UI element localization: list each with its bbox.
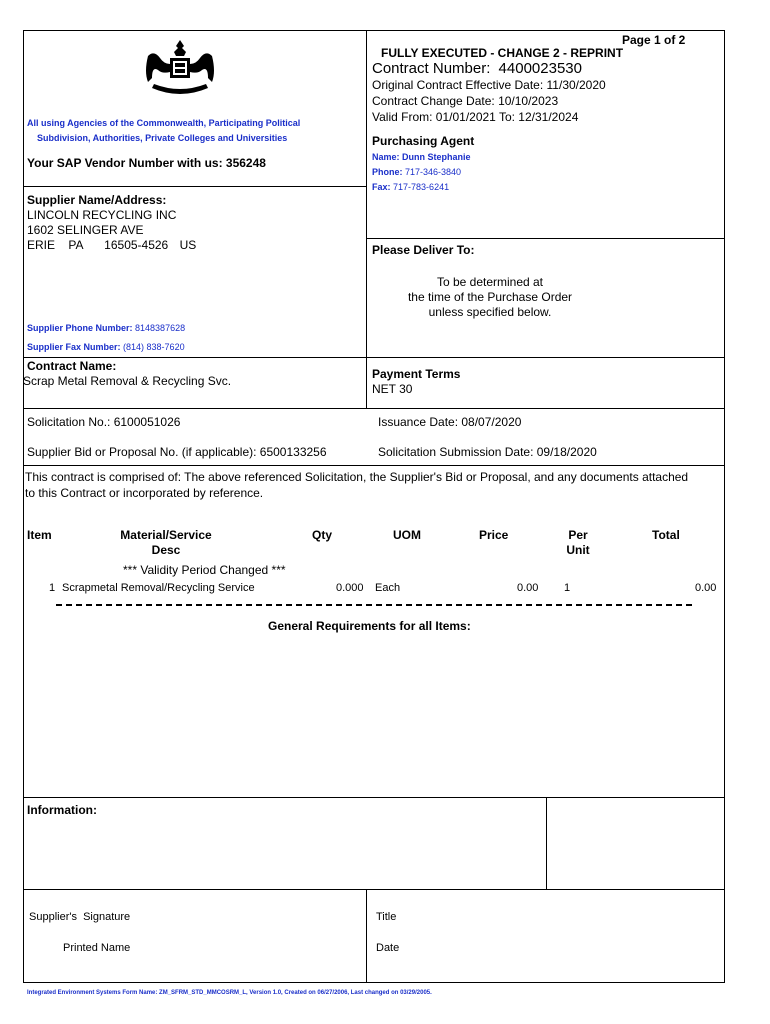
agent-phone-label: Phone: (372, 167, 403, 177)
bottom-border (23, 982, 725, 983)
col-qty: Qty (312, 528, 333, 542)
supplier-phone (27, 323, 185, 333)
agent-fax (372, 182, 449, 192)
change-date: Contract Change Date: 10/10/2023 (372, 94, 559, 108)
left-border (23, 30, 24, 983)
supplier-name: LINCOLN RECYCLING INC (27, 208, 177, 222)
submission-date: Solicitation Submission Date: 09/18/2020 (378, 445, 597, 459)
supplier-city-line (27, 238, 196, 252)
agent-phone (372, 167, 461, 177)
row-price: 0.00 (517, 582, 539, 594)
deliver-line2: the time of the Purchase Order (407, 290, 573, 304)
agent-phone-value: 717-346-3840 (405, 167, 462, 177)
col-material (118, 528, 214, 558)
deliver-line3: unless specified below. (428, 305, 552, 319)
commonwealth-seal-icon (140, 36, 220, 96)
col-material-line1: Material/Service (120, 528, 212, 542)
supplier-zip: 16505-4526 (104, 238, 169, 252)
info-divider (546, 797, 547, 890)
divider-signature (23, 889, 725, 890)
supplier-phone-label: Supplier Phone Number: (27, 323, 133, 333)
dashed-separator (56, 604, 692, 606)
row-item: 1 (49, 582, 56, 594)
solicitation-number: Solicitation No.: 6100051026 (27, 415, 181, 429)
divider-contract (23, 357, 725, 358)
supplier-city: ERIE (27, 238, 56, 252)
col-material-line2: Desc (151, 543, 181, 557)
row-per: 1 (564, 582, 571, 594)
contract-number: 4400023530 (498, 60, 582, 77)
page-number: Page 1 of 2 (622, 33, 686, 47)
divider-vendor (23, 186, 367, 187)
contract-name: Scrap Metal Removal & Recycling Svc. (23, 374, 232, 388)
comprised-line1: This contract is comprised of: The above referenced Solicitation, the Supplier's Bid or Proposal, and any documents attached (25, 470, 689, 484)
executed-status: FULLY EXECUTED - CHANGE 2 - REPRINT (381, 46, 624, 60)
contract-name-label: Contract Name: (27, 359, 117, 373)
deliver-line1: To be determined at (436, 275, 544, 289)
col-total: Total (652, 528, 680, 542)
title-label: Title (376, 911, 397, 923)
agencies-line2: Subdivision, Authorities, Private Colleges and Universities (37, 133, 288, 143)
information-label: Information: (27, 803, 97, 817)
col-price: Price (479, 528, 509, 542)
bid-number: Supplier Bid or Proposal No. (if applicable): 6500133256 (27, 445, 327, 459)
row-uom: Each (375, 582, 401, 594)
top-border (23, 30, 725, 31)
comprised-line2: to this Contract or incorporated by reference. (25, 486, 264, 500)
date-label: Date (376, 942, 400, 954)
center-divider-top (366, 30, 367, 408)
valid-dates: Valid From: 01/01/2021 To: 12/31/2024 (372, 110, 579, 124)
supplier-street: 1602 SELINGER AVE (27, 223, 144, 237)
payment-heading: Payment Terms (372, 367, 461, 381)
divider-agent-bottom (366, 238, 725, 239)
validity-note: *** Validity Period Changed *** (123, 563, 286, 577)
supplier-country: US (179, 238, 197, 252)
table-row (0, 582, 770, 598)
divider-solicitation (23, 408, 725, 409)
supplier-fax-value: (814) 838-7620 (123, 342, 185, 352)
col-unit: Unit (566, 543, 590, 557)
supplier-heading: Supplier Name/Address: (27, 193, 167, 207)
supplier-phone-value: 8148387628 (135, 323, 186, 333)
agent-fax-label: Fax: (372, 182, 391, 192)
col-item: Item (27, 528, 52, 542)
deliver-heading: Please Deliver To: (372, 243, 475, 257)
col-per-unit (561, 528, 595, 558)
divider-comprised (23, 465, 725, 466)
issuance-date: Issuance Date: 08/07/2020 (378, 415, 522, 429)
supplier-fax-label: Supplier Fax Number: (27, 342, 121, 352)
row-total: 0.00 (695, 582, 717, 594)
right-border (724, 30, 725, 983)
col-per: Per (568, 528, 588, 542)
signature-divider (366, 889, 367, 982)
row-desc: Scrapmetal Removal/Recycling Service (62, 582, 255, 594)
supplier-state: PA (68, 238, 83, 252)
divider-information (23, 797, 725, 798)
agent-name-label: Name: (372, 152, 400, 162)
agent-name (372, 152, 471, 162)
agencies-line1: All using Agencies of the Commonwealth, Participating Political (27, 118, 301, 128)
col-uom: UOM (393, 528, 421, 542)
deliver-text (366, 275, 614, 320)
supplier-signature-label: Supplier's Signature (29, 911, 131, 923)
printed-name-label: Printed Name (63, 942, 131, 954)
vendor-number: Your SAP Vendor Number with us: 356248 (27, 156, 266, 170)
agent-name-value: Dunn Stephanie (402, 152, 471, 162)
supplier-fax (27, 342, 185, 352)
general-requirements: General Requirements for all Items: (268, 619, 471, 633)
agent-heading: Purchasing Agent (372, 134, 475, 148)
contract-number-row (372, 60, 582, 77)
contract-number-label: Contract Number: (372, 60, 491, 77)
row-qty: 0.000 (336, 582, 364, 594)
original-date: Original Contract Effective Date: 11/30/2020 (372, 78, 606, 92)
agent-fax-value: 717-783-6241 (393, 182, 450, 192)
payment-terms: NET 30 (372, 382, 413, 396)
footer-text: Integrated Environment Systems Form Name: ZM_SFRM_STD_MMCOSRM_L, Version 1.0, Created on 06/27/2006, Last changed on 03/29/2005. (27, 990, 432, 996)
